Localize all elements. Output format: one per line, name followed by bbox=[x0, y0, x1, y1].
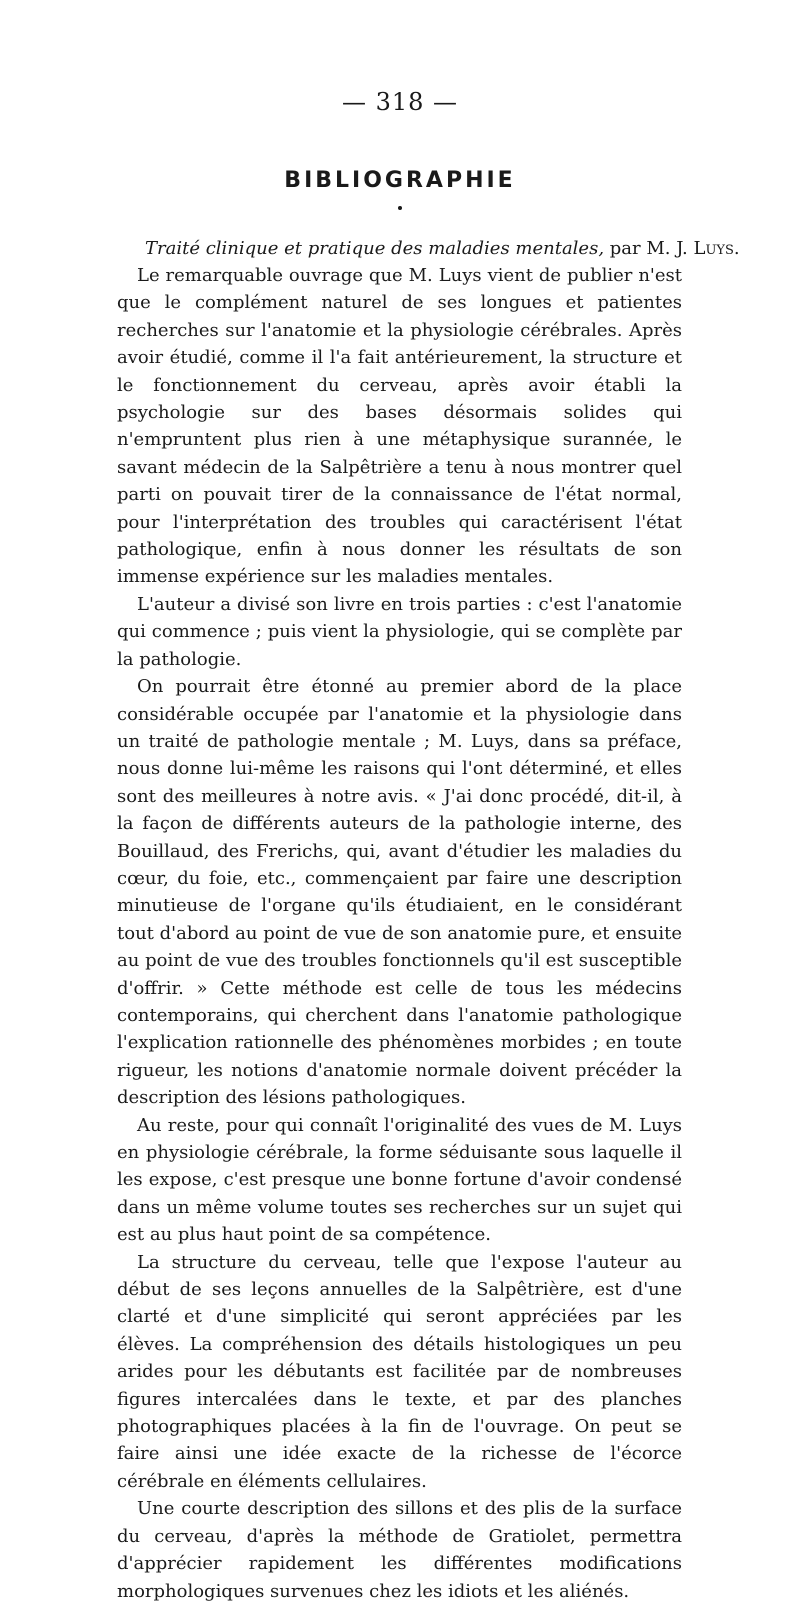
section-heading: BIBLIOGRAPHIE bbox=[284, 168, 516, 193]
paragraph: L'auteur a divisé son livre en trois parties : c'est l'anatomie qui commence ; puis vient la physiologie, qui se complète par la pathologie. bbox=[117, 593, 682, 670]
paragraph: La structure du cerveau, telle que l'expose l'auteur au début de ses leçons annuelles de la Salpêtrière, est d'une clarté et d'une simplicité qui seront appréciées par les élèves. La compréhension des détails histologiques un peu arides pour les débutants est facilitée par de nombreuses figures intercalées dans le texte, et par des planches photographiques placées à la fin de l'ouvrage. On peut se faire ainsi une idée exacte de la richesse de l'écorce cérébrale en éléments cellulaires. bbox=[117, 1251, 682, 1492]
book-by: par M. J. bbox=[604, 238, 694, 259]
book-reference bbox=[145, 238, 740, 259]
paragraph: On pourrait être étonné au premier abord de la place considérable occupée par l'anatomie et la physiologie dans un traité de pathologie mentale ; M. Luys, dans sa préface, nous donne lui-même les raisons qui l'ont déterminé, et elles sont des meilleures à notre avis. « J'ai donc procédé, dit-il, à la façon de différents auteurs de la pathologie interne, des Bouillaud, des Frerichs, qui, avant d'étudier les maladies du cœur, du foie, etc., commençaient par faire une description minutieuse de l'organe qu'ils étudiaient, en le considérant tout d'abord au point de vue de son anatomie pure, et ensuite au point de vue des troubles fonctionnels qu'il est susceptible d'offrir. » Cette méthode est celle de tous les médecins contemporains, qui cherchent dans l'anatomie pathologique l'explication rationnelle des phénomènes morbides ; en toute rigueur, les notions d'anatomie normale doivent précéder la description des lésions pathologiques. bbox=[117, 676, 682, 1109]
paragraph: Le remarquable ouvrage que M. Luys vient de publier n'est que le complément naturel de ses longues et patientes recherches sur l'anatomie et la physiologie cérébrales. Après avoir étudié, comme il l'a fait antérieurement, la structure et le fonctionnement du cerveau, après avoir établi la psychologie sur des bases désormais solides qui n'empruntent plus rien à une métaphysique surannée, le savant médecin de la Salpêtrière a tenu à nous montrer quel parti on pouvait tirer de la connaissance de l'état normal, pour l'interprétation des troubles qui caractérisent l'état pathologique, enfin à nous donner les résultats de son immense expérience sur les maladies mentales. bbox=[117, 265, 682, 588]
book-title: Traité clinique et pratique des maladies mentales, bbox=[145, 238, 605, 259]
paragraph: Une courte description des sillons et des plis de la surface du cerveau, d'après la méthode de Gratiolet, permettra d'apprécier rapidement les différentes modifications morphologiques survenues chez les idiots et les aliénés. bbox=[117, 1498, 682, 1602]
page-number: — 318 — bbox=[341, 88, 459, 116]
paragraph: Au reste, pour qui connaît l'originalité des vues de M. Luys en physiologie cérébrale, la forme séduisante sous laquelle il les expose, c'est presque une bonne fortune d'avoir condensé dans un même volume toutes ses recherches sur un sujet qui est au plus haut point de sa compétence. bbox=[117, 1114, 682, 1246]
heading-ornament bbox=[398, 206, 402, 210]
review-body bbox=[117, 262, 682, 1605]
book-author: Luys. bbox=[693, 238, 740, 259]
